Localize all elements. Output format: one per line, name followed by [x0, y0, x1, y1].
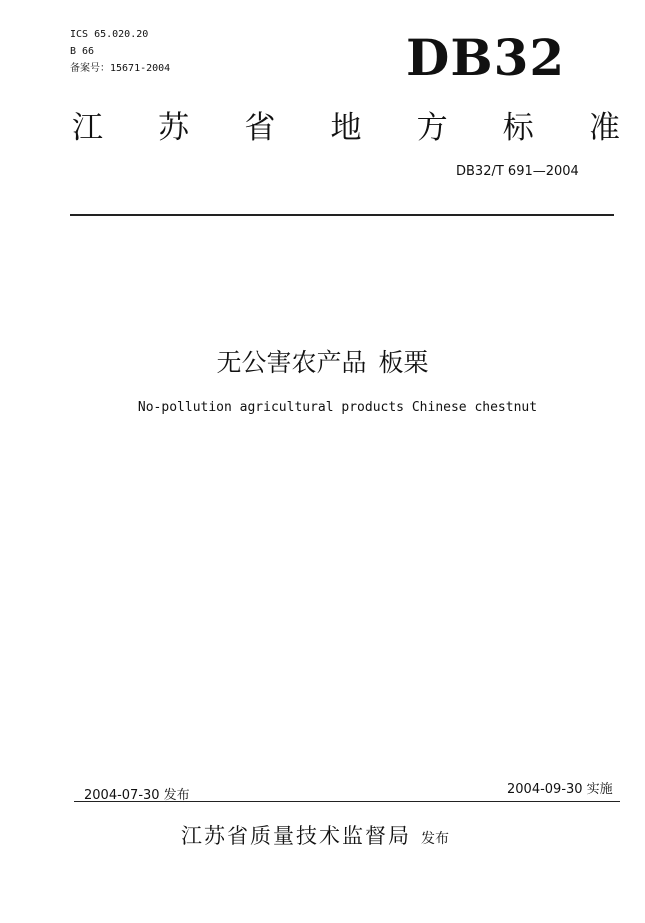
issuer-action: 发布: [421, 831, 449, 847]
ics-code: ICS 65.020.20: [70, 29, 149, 40]
release-date: 2004-07-30 发布: [84, 788, 190, 803]
title-char: 江: [72, 110, 103, 146]
issuer-org: 江苏省质量技术监督局: [181, 824, 411, 848]
class-code: B 66: [70, 46, 95, 57]
title-zh-main: 无公害农产品: [216, 348, 367, 377]
standard-type-title: [72, 108, 620, 148]
title-char: 方: [416, 110, 448, 146]
effective-date: 2004-09-30 实施: [507, 782, 613, 797]
issuing-authority: [181, 820, 449, 850]
top-divider: [70, 214, 614, 216]
document-title-zh: [0, 343, 645, 379]
title-char: 标: [502, 110, 534, 146]
title-char: 地: [330, 110, 362, 146]
title-zh-product: 板栗: [378, 348, 429, 377]
document-title-en: No-pollution agricultural products Chinese chestnut: [137, 400, 538, 415]
record-number: 备案号：15671-2004: [70, 63, 171, 74]
region-code: DB32: [406, 28, 566, 87]
title-char: 准: [588, 110, 620, 146]
bottom-divider: [74, 801, 620, 802]
title-char: 省: [244, 110, 276, 146]
standard-number: DB32/T 691—2004: [456, 164, 579, 179]
title-char: 苏: [158, 110, 190, 146]
classification-block: [70, 26, 170, 77]
